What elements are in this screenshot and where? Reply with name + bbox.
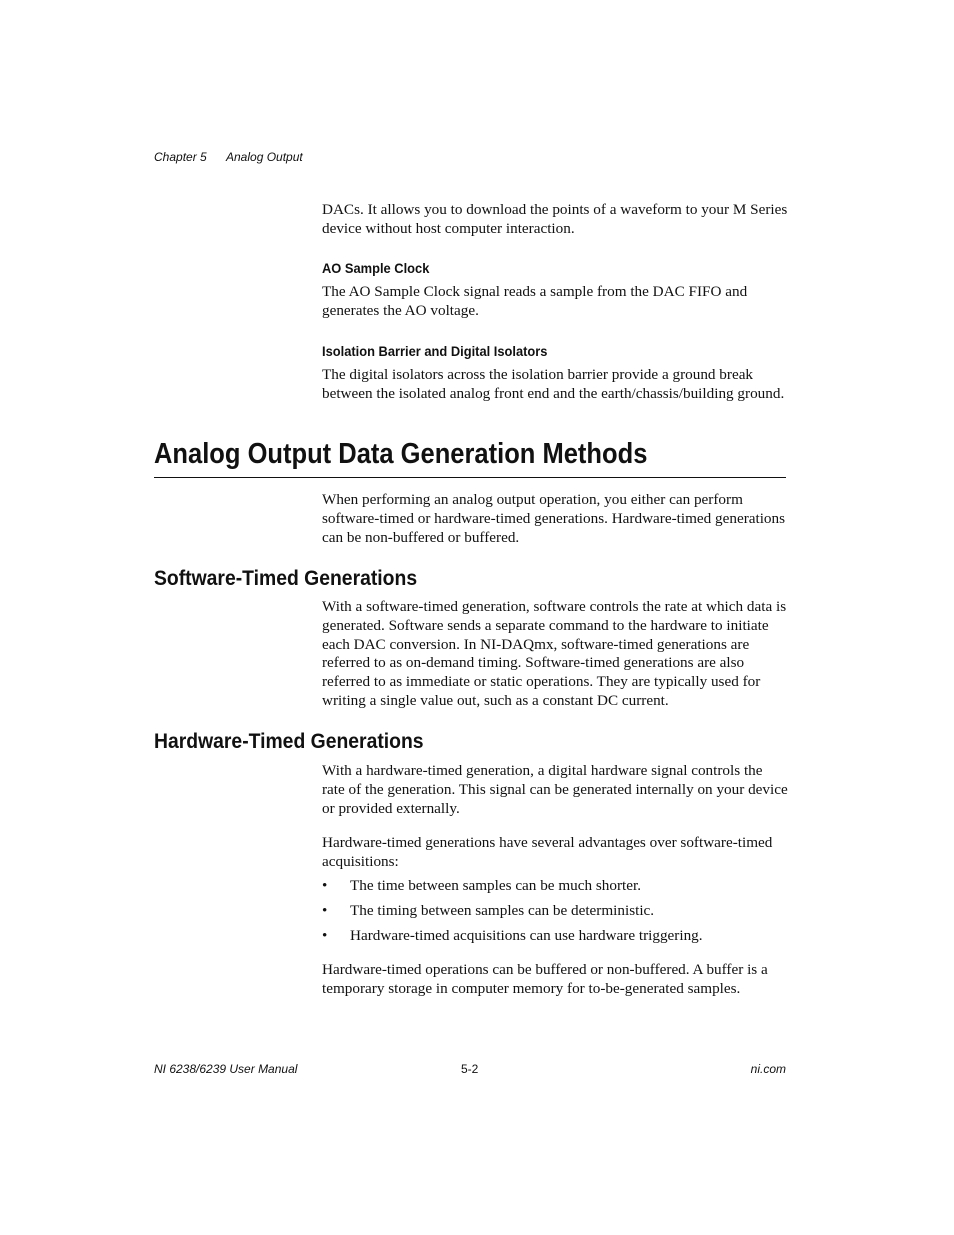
software-timed-heading: Software-Timed Generations	[154, 566, 418, 590]
software-timed-text: With a software-timed generation, software controls the rate at which data is generated. Software sends a separate command to the hardware to initiate each DAC conversion. In NI-DAQmx, software-timed generations are referred to as on-demand timing. Software-timed generations are also referred to as immediate or static operations. They are typically used for writing a single value out, such as a constant DC current.	[322, 598, 787, 709]
intro-paragraph: DACs. It allows you to download the points of a waveform to your M Series device without host computer interaction.	[322, 201, 788, 237]
header-section: Analog Output	[226, 150, 303, 164]
hardware-timed-text-3: Hardware-timed operations can be buffered or non-buffered. A buffer is a temporary storage in computer memory for to-be-generated samples.	[322, 961, 768, 997]
footer-website: ni.com	[750, 1062, 786, 1076]
footer-manual-title: NI 6238/6239 User Manual	[154, 1062, 298, 1076]
title-rule	[154, 477, 786, 478]
hardware-timed-text-2: Hardware-timed generations have several advantages over software-timed acquisitions:	[322, 834, 773, 870]
bullet-icon: •	[322, 902, 328, 919]
list-item-text: The time between samples can be much shorter.	[350, 877, 641, 894]
isolation-heading: Isolation Barrier and Digital Isolators	[322, 343, 548, 359]
ao-sample-clock-heading: AO Sample Clock	[322, 260, 430, 276]
list-item-text: Hardware-timed acquisitions can use hardware triggering.	[350, 927, 703, 944]
list-item-text: The timing between samples can be deterministic.	[350, 902, 655, 919]
bullet-icon: •	[322, 877, 328, 894]
bullet-icon: •	[322, 927, 328, 944]
header-chapter: Chapter 5	[154, 150, 207, 164]
hardware-timed-heading: Hardware-Timed Generations	[154, 729, 424, 753]
hardware-timed-text-1: With a hardware-timed generation, a digital hardware signal controls the rate of the generation. This signal can be generated internally on your device or provided externally.	[322, 762, 788, 817]
isolation-text: The digital isolators across the isolation barrier provide a ground break between the isolated analog front end and the earth/chassis/building ground.	[322, 366, 785, 402]
methods-text: When performing an analog output operation, you either can perform software-timed or hardware-timed generations. Hardware-timed generations can be non-buffered or buffered.	[322, 491, 786, 546]
footer-page-number: 5-2	[461, 1062, 479, 1076]
page-title: Analog Output Data Generation Methods	[154, 438, 648, 470]
ao-sample-clock-text: The AO Sample Clock signal reads a sample from the DAC FIFO and generates the AO voltage.	[322, 283, 748, 319]
